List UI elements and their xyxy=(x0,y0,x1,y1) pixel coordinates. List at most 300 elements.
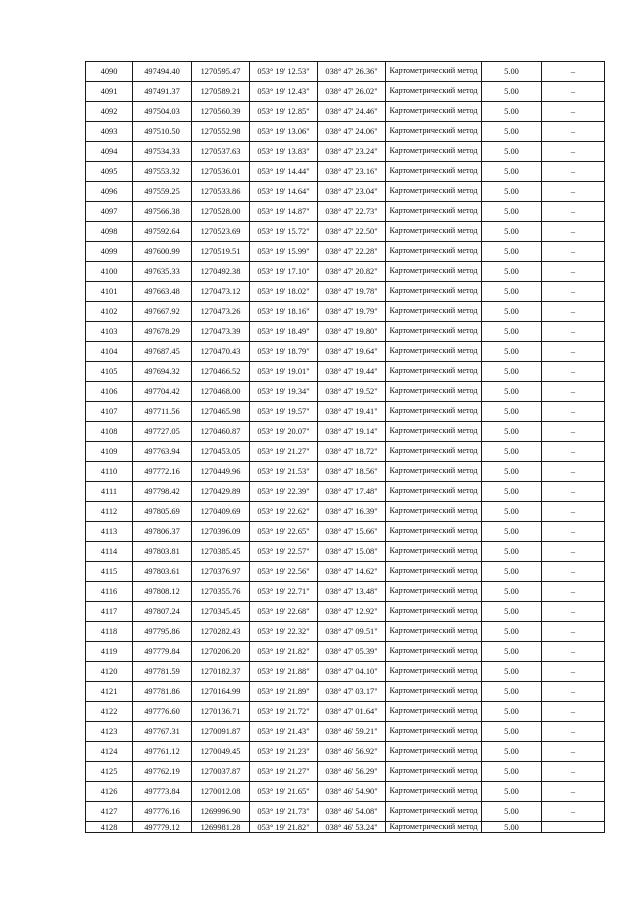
note-cell: – xyxy=(542,642,605,662)
longitude-cell: 038° 47' 19.41" xyxy=(318,402,386,422)
point-number-cell: 4094 xyxy=(86,142,133,162)
latitude-cell: 053° 19' 19.57" xyxy=(250,402,318,422)
method-cell: Картометрический метод xyxy=(386,462,482,482)
note-cell: – xyxy=(542,302,605,322)
accuracy-cell: 5.00 xyxy=(482,262,542,282)
table-row xyxy=(86,102,605,122)
table-row xyxy=(86,142,605,162)
x-coordinate-cell: 497491.37 xyxy=(133,82,192,102)
table-row xyxy=(86,202,605,222)
accuracy-cell: 5.00 xyxy=(482,222,542,242)
x-coordinate-cell: 497803.61 xyxy=(133,562,192,582)
longitude-cell: 038° 47' 13.48" xyxy=(318,582,386,602)
note-cell: – xyxy=(542,82,605,102)
x-coordinate-cell: 497687.45 xyxy=(133,342,192,362)
longitude-cell: 038° 46' 56.29" xyxy=(318,762,386,782)
longitude-cell: 038° 47' 19.14" xyxy=(318,422,386,442)
method-cell: Картометрический метод xyxy=(386,142,482,162)
longitude-cell: 038° 47' 20.82" xyxy=(318,262,386,282)
table-row xyxy=(86,382,605,402)
point-number-cell: 4111 xyxy=(86,482,133,502)
table-row xyxy=(86,802,605,822)
latitude-cell: 053° 19' 18.02" xyxy=(250,282,318,302)
point-number-cell: 4105 xyxy=(86,362,133,382)
method-cell: Картометрический метод xyxy=(386,102,482,122)
y-coordinate-cell: 1270473.26 xyxy=(192,302,250,322)
x-coordinate-cell: 497635.33 xyxy=(133,262,192,282)
method-cell: Картометрический метод xyxy=(386,822,482,833)
accuracy-cell: 5.00 xyxy=(482,502,542,522)
x-coordinate-cell: 497776.16 xyxy=(133,802,192,822)
y-coordinate-cell: 1269996.90 xyxy=(192,802,250,822)
table-row xyxy=(86,82,605,102)
latitude-cell: 053° 19' 15.72" xyxy=(250,222,318,242)
y-coordinate-cell: 1270465.98 xyxy=(192,402,250,422)
table-row xyxy=(86,542,605,562)
note-cell: – xyxy=(542,202,605,222)
x-coordinate-cell: 497667.92 xyxy=(133,302,192,322)
note-cell: – xyxy=(542,282,605,302)
latitude-cell: 053° 19' 13.06" xyxy=(250,122,318,142)
y-coordinate-cell: 1270091.87 xyxy=(192,722,250,742)
x-coordinate-cell: 497798.42 xyxy=(133,482,192,502)
longitude-cell: 038° 47' 05.39" xyxy=(318,642,386,662)
accuracy-cell: 5.00 xyxy=(482,182,542,202)
accuracy-cell: 5.00 xyxy=(482,442,542,462)
y-coordinate-cell: 1269981.28 xyxy=(192,822,250,833)
method-cell: Картометрический метод xyxy=(386,542,482,562)
y-coordinate-cell: 1270533.86 xyxy=(192,182,250,202)
table-row xyxy=(86,302,605,322)
note-cell: – xyxy=(542,682,605,702)
method-cell: Картометрический метод xyxy=(386,282,482,302)
longitude-cell: 038° 47' 23.16" xyxy=(318,162,386,182)
note-cell: – xyxy=(542,722,605,742)
x-coordinate-cell: 497781.59 xyxy=(133,662,192,682)
x-coordinate-cell: 497805.69 xyxy=(133,502,192,522)
accuracy-cell: 5.00 xyxy=(482,242,542,262)
note-cell: – xyxy=(542,802,605,822)
note-cell: – xyxy=(542,482,605,502)
point-number-cell: 4119 xyxy=(86,642,133,662)
point-number-cell: 4091 xyxy=(86,82,133,102)
note-cell: – xyxy=(542,62,605,82)
x-coordinate-cell: 497534.33 xyxy=(133,142,192,162)
note-cell: – xyxy=(542,742,605,762)
latitude-cell: 053° 19' 22.68" xyxy=(250,602,318,622)
accuracy-cell: 5.00 xyxy=(482,522,542,542)
point-number-cell: 4118 xyxy=(86,622,133,642)
accuracy-cell: 5.00 xyxy=(482,142,542,162)
longitude-cell: 038° 46' 56.92" xyxy=(318,742,386,762)
latitude-cell: 053° 19' 21.53" xyxy=(250,462,318,482)
latitude-cell: 053° 19' 14.44" xyxy=(250,162,318,182)
point-number-cell: 4097 xyxy=(86,202,133,222)
latitude-cell: 053° 19' 18.49" xyxy=(250,322,318,342)
table-row xyxy=(86,762,605,782)
method-cell: Картометрический метод xyxy=(386,622,482,642)
table-row xyxy=(86,322,605,342)
method-cell: Картометрический метод xyxy=(386,422,482,442)
method-cell: Картометрический метод xyxy=(386,522,482,542)
longitude-cell: 038° 47' 24.46" xyxy=(318,102,386,122)
accuracy-cell: 5.00 xyxy=(482,642,542,662)
note-cell: – xyxy=(542,602,605,622)
latitude-cell: 053° 19' 21.88" xyxy=(250,662,318,682)
y-coordinate-cell: 1270164.99 xyxy=(192,682,250,702)
table-row xyxy=(86,362,605,382)
method-cell: Картометрический метод xyxy=(386,62,482,82)
point-number-cell: 4113 xyxy=(86,522,133,542)
table-row xyxy=(86,242,605,262)
point-number-cell: 4115 xyxy=(86,562,133,582)
note-cell: – xyxy=(542,182,605,202)
latitude-cell: 053° 19' 21.73" xyxy=(250,802,318,822)
y-coordinate-cell: 1270449.96 xyxy=(192,462,250,482)
y-coordinate-cell: 1270453.05 xyxy=(192,442,250,462)
x-coordinate-cell: 497807.24 xyxy=(133,602,192,622)
note-cell: – xyxy=(542,542,605,562)
longitude-cell: 038° 47' 23.24" xyxy=(318,142,386,162)
point-number-cell: 4123 xyxy=(86,722,133,742)
accuracy-cell: 5.00 xyxy=(482,302,542,322)
latitude-cell: 053° 19' 20.07" xyxy=(250,422,318,442)
point-number-cell: 4106 xyxy=(86,382,133,402)
point-number-cell: 4122 xyxy=(86,702,133,722)
accuracy-cell: 5.00 xyxy=(482,762,542,782)
x-coordinate-cell: 497779.84 xyxy=(133,642,192,662)
y-coordinate-cell: 1270376.97 xyxy=(192,562,250,582)
x-coordinate-cell: 497504.03 xyxy=(133,102,192,122)
note-cell: – xyxy=(542,582,605,602)
accuracy-cell: 5.00 xyxy=(482,682,542,702)
table-row xyxy=(86,702,605,722)
method-cell: Картометрический метод xyxy=(386,742,482,762)
latitude-cell: 053° 19' 18.16" xyxy=(250,302,318,322)
table-row xyxy=(86,482,605,502)
point-number-cell: 4117 xyxy=(86,602,133,622)
y-coordinate-cell: 1270136.71 xyxy=(192,702,250,722)
x-coordinate-cell: 497663.48 xyxy=(133,282,192,302)
accuracy-cell: 5.00 xyxy=(482,622,542,642)
method-cell: Картометрический метод xyxy=(386,222,482,242)
point-number-cell: 4090 xyxy=(86,62,133,82)
method-cell: Картометрический метод xyxy=(386,242,482,262)
latitude-cell: 053° 19' 22.65" xyxy=(250,522,318,542)
longitude-cell: 038° 47' 17.48" xyxy=(318,482,386,502)
longitude-cell: 038° 47' 19.80" xyxy=(318,322,386,342)
method-cell: Картометрический метод xyxy=(386,442,482,462)
accuracy-cell: 5.00 xyxy=(482,422,542,442)
table-row xyxy=(86,582,605,602)
method-cell: Картометрический метод xyxy=(386,302,482,322)
point-number-cell: 4126 xyxy=(86,782,133,802)
accuracy-cell: 5.00 xyxy=(482,662,542,682)
longitude-cell: 038° 47' 22.50" xyxy=(318,222,386,242)
table-row xyxy=(86,402,605,422)
point-number-cell: 4127 xyxy=(86,802,133,822)
method-cell: Картометрический метод xyxy=(386,502,482,522)
x-coordinate-cell: 497781.86 xyxy=(133,682,192,702)
point-number-cell: 4103 xyxy=(86,322,133,342)
latitude-cell: 053° 19' 22.71" xyxy=(250,582,318,602)
method-cell: Картометрический метод xyxy=(386,682,482,702)
latitude-cell: 053° 19' 13.83" xyxy=(250,142,318,162)
point-number-cell: 4092 xyxy=(86,102,133,122)
latitude-cell: 053° 19' 19.01" xyxy=(250,362,318,382)
accuracy-cell: 5.00 xyxy=(482,282,542,302)
table-row xyxy=(86,642,605,662)
table-row xyxy=(86,162,605,182)
longitude-cell: 038° 47' 19.52" xyxy=(318,382,386,402)
longitude-cell: 038° 47' 15.08" xyxy=(318,542,386,562)
accuracy-cell: 5.00 xyxy=(482,102,542,122)
latitude-cell: 053° 19' 22.62" xyxy=(250,502,318,522)
point-number-cell: 4109 xyxy=(86,442,133,462)
x-coordinate-cell: 497772.16 xyxy=(133,462,192,482)
y-coordinate-cell: 1270537.63 xyxy=(192,142,250,162)
x-coordinate-cell: 497763.94 xyxy=(133,442,192,462)
coordinates-table xyxy=(85,61,605,833)
method-cell: Картометрический метод xyxy=(386,722,482,742)
point-number-cell: 4108 xyxy=(86,422,133,442)
note-cell: – xyxy=(542,362,605,382)
table-row xyxy=(86,782,605,802)
point-number-cell: 4114 xyxy=(86,542,133,562)
accuracy-cell: 5.00 xyxy=(482,322,542,342)
longitude-cell: 038° 47' 03.17" xyxy=(318,682,386,702)
point-number-cell: 4125 xyxy=(86,762,133,782)
method-cell: Картометрический метод xyxy=(386,82,482,102)
y-coordinate-cell: 1270468.00 xyxy=(192,382,250,402)
x-coordinate-cell: 497559.25 xyxy=(133,182,192,202)
y-coordinate-cell: 1270012.08 xyxy=(192,782,250,802)
x-coordinate-cell: 497592.64 xyxy=(133,222,192,242)
point-number-cell: 4099 xyxy=(86,242,133,262)
y-coordinate-cell: 1270589.21 xyxy=(192,82,250,102)
table-row xyxy=(86,342,605,362)
accuracy-cell: 5.00 xyxy=(482,162,542,182)
note-cell: – xyxy=(542,102,605,122)
method-cell: Картометрический метод xyxy=(386,122,482,142)
y-coordinate-cell: 1270595.47 xyxy=(192,62,250,82)
note-cell: – xyxy=(542,122,605,142)
table-body xyxy=(86,62,605,833)
x-coordinate-cell: 497779.12 xyxy=(133,822,192,833)
point-number-cell: 4096 xyxy=(86,182,133,202)
method-cell: Картометрический метод xyxy=(386,262,482,282)
longitude-cell: 038° 47' 24.06" xyxy=(318,122,386,142)
method-cell: Картометрический метод xyxy=(386,782,482,802)
table-row xyxy=(86,622,605,642)
latitude-cell: 053° 19' 18.79" xyxy=(250,342,318,362)
longitude-cell: 038° 46' 54.08" xyxy=(318,802,386,822)
table-row xyxy=(86,262,605,282)
latitude-cell: 053° 19' 12.53" xyxy=(250,62,318,82)
table-row xyxy=(86,742,605,762)
y-coordinate-cell: 1270528.00 xyxy=(192,202,250,222)
accuracy-cell: 5.00 xyxy=(482,342,542,362)
x-coordinate-cell: 497566.38 xyxy=(133,202,192,222)
note-cell: – xyxy=(542,662,605,682)
y-coordinate-cell: 1270049.45 xyxy=(192,742,250,762)
y-coordinate-cell: 1270492.38 xyxy=(192,262,250,282)
latitude-cell: 053° 19' 22.57" xyxy=(250,542,318,562)
y-coordinate-cell: 1270466.52 xyxy=(192,362,250,382)
latitude-cell: 053° 19' 21.89" xyxy=(250,682,318,702)
longitude-cell: 038° 47' 04.10" xyxy=(318,662,386,682)
table-row xyxy=(86,822,605,833)
note-cell: – xyxy=(542,522,605,542)
method-cell: Картометрический метод xyxy=(386,382,482,402)
longitude-cell: 038° 47' 23.04" xyxy=(318,182,386,202)
method-cell: Картометрический метод xyxy=(386,362,482,382)
point-number-cell: 4128 xyxy=(86,822,133,833)
latitude-cell: 053° 19' 14.87" xyxy=(250,202,318,222)
x-coordinate-cell: 497767.31 xyxy=(133,722,192,742)
y-coordinate-cell: 1270355.76 xyxy=(192,582,250,602)
x-coordinate-cell: 497694.32 xyxy=(133,362,192,382)
x-coordinate-cell: 497806.37 xyxy=(133,522,192,542)
accuracy-cell: 5.00 xyxy=(482,382,542,402)
method-cell: Картометрический метод xyxy=(386,402,482,422)
note-cell: – xyxy=(542,342,605,362)
note-cell: – xyxy=(542,462,605,482)
latitude-cell: 053° 19' 21.43" xyxy=(250,722,318,742)
x-coordinate-cell: 497704.42 xyxy=(133,382,192,402)
y-coordinate-cell: 1270282.43 xyxy=(192,622,250,642)
latitude-cell: 053° 19' 19.34" xyxy=(250,382,318,402)
x-coordinate-cell: 497711.56 xyxy=(133,402,192,422)
accuracy-cell: 5.00 xyxy=(482,122,542,142)
method-cell: Картометрический метод xyxy=(386,802,482,822)
table-row xyxy=(86,682,605,702)
table-row xyxy=(86,722,605,742)
longitude-cell: 038° 47' 19.64" xyxy=(318,342,386,362)
note-cell: – xyxy=(542,382,605,402)
point-number-cell: 4100 xyxy=(86,262,133,282)
method-cell: Картометрический метод xyxy=(386,482,482,502)
longitude-cell: 038° 46' 53.24" xyxy=(318,822,386,833)
longitude-cell: 038° 47' 19.44" xyxy=(318,362,386,382)
y-coordinate-cell: 1270473.39 xyxy=(192,322,250,342)
longitude-cell: 038° 47' 09.51" xyxy=(318,622,386,642)
latitude-cell: 053° 19' 22.32" xyxy=(250,622,318,642)
longitude-cell: 038° 47' 18.56" xyxy=(318,462,386,482)
y-coordinate-cell: 1270519.51 xyxy=(192,242,250,262)
y-coordinate-cell: 1270460.87 xyxy=(192,422,250,442)
note-cell: – xyxy=(542,622,605,642)
x-coordinate-cell: 497762.19 xyxy=(133,762,192,782)
longitude-cell: 038° 47' 26.02" xyxy=(318,82,386,102)
longitude-cell: 038° 47' 01.64" xyxy=(318,702,386,722)
y-coordinate-cell: 1270182.37 xyxy=(192,662,250,682)
y-coordinate-cell: 1270345.45 xyxy=(192,602,250,622)
note-cell: – xyxy=(542,762,605,782)
latitude-cell: 053° 19' 17.10" xyxy=(250,262,318,282)
x-coordinate-cell: 497678.29 xyxy=(133,322,192,342)
method-cell: Картометрический метод xyxy=(386,702,482,722)
table-row xyxy=(86,662,605,682)
latitude-cell: 053° 19' 21.27" xyxy=(250,442,318,462)
point-number-cell: 4116 xyxy=(86,582,133,602)
latitude-cell: 053° 19' 22.39" xyxy=(250,482,318,502)
latitude-cell: 053° 19' 21.82" xyxy=(250,642,318,662)
point-number-cell: 4104 xyxy=(86,342,133,362)
x-coordinate-cell: 497494.40 xyxy=(133,62,192,82)
longitude-cell: 038° 47' 15.66" xyxy=(318,522,386,542)
latitude-cell: 053° 19' 21.82" xyxy=(250,822,318,833)
note-cell: – xyxy=(542,322,605,342)
note-cell: – xyxy=(542,702,605,722)
table-row xyxy=(86,282,605,302)
table-row xyxy=(86,182,605,202)
y-coordinate-cell: 1270409.69 xyxy=(192,502,250,522)
table-row xyxy=(86,122,605,142)
point-number-cell: 4112 xyxy=(86,502,133,522)
note-cell xyxy=(542,822,605,833)
note-cell: – xyxy=(542,242,605,262)
longitude-cell: 038° 46' 59.21" xyxy=(318,722,386,742)
y-coordinate-cell: 1270473.12 xyxy=(192,282,250,302)
accuracy-cell: 5.00 xyxy=(482,702,542,722)
accuracy-cell: 5.00 xyxy=(482,402,542,422)
x-coordinate-cell: 497803.81 xyxy=(133,542,192,562)
method-cell: Картометрический метод xyxy=(386,602,482,622)
latitude-cell: 053° 19' 21.72" xyxy=(250,702,318,722)
accuracy-cell: 5.00 xyxy=(482,62,542,82)
method-cell: Картометрический метод xyxy=(386,162,482,182)
point-number-cell: 4098 xyxy=(86,222,133,242)
note-cell: – xyxy=(542,162,605,182)
latitude-cell: 053° 19' 21.65" xyxy=(250,782,318,802)
method-cell: Картометрический метод xyxy=(386,562,482,582)
accuracy-cell: 5.00 xyxy=(482,582,542,602)
method-cell: Картометрический метод xyxy=(386,582,482,602)
accuracy-cell: 5.00 xyxy=(482,82,542,102)
x-coordinate-cell: 497727.05 xyxy=(133,422,192,442)
accuracy-cell: 5.00 xyxy=(482,542,542,562)
note-cell: – xyxy=(542,422,605,442)
y-coordinate-cell: 1270429.89 xyxy=(192,482,250,502)
point-number-cell: 4107 xyxy=(86,402,133,422)
x-coordinate-cell: 497761.12 xyxy=(133,742,192,762)
point-number-cell: 4101 xyxy=(86,282,133,302)
method-cell: Картометрический метод xyxy=(386,322,482,342)
table-row xyxy=(86,462,605,482)
x-coordinate-cell: 497553.32 xyxy=(133,162,192,182)
note-cell: – xyxy=(542,562,605,582)
y-coordinate-cell: 1270560.39 xyxy=(192,102,250,122)
table-row xyxy=(86,222,605,242)
y-coordinate-cell: 1270206.20 xyxy=(192,642,250,662)
latitude-cell: 053° 19' 22.56" xyxy=(250,562,318,582)
longitude-cell: 038° 47' 18.72" xyxy=(318,442,386,462)
note-cell: – xyxy=(542,262,605,282)
point-number-cell: 4093 xyxy=(86,122,133,142)
accuracy-cell: 5.00 xyxy=(482,362,542,382)
latitude-cell: 053° 19' 15.99" xyxy=(250,242,318,262)
table-row xyxy=(86,562,605,582)
method-cell: Картометрический метод xyxy=(386,642,482,662)
y-coordinate-cell: 1270470.43 xyxy=(192,342,250,362)
latitude-cell: 053° 19' 12.43" xyxy=(250,82,318,102)
table-row xyxy=(86,522,605,542)
accuracy-cell: 5.00 xyxy=(482,802,542,822)
point-number-cell: 4120 xyxy=(86,662,133,682)
note-cell: – xyxy=(542,782,605,802)
longitude-cell: 038° 47' 19.78" xyxy=(318,282,386,302)
